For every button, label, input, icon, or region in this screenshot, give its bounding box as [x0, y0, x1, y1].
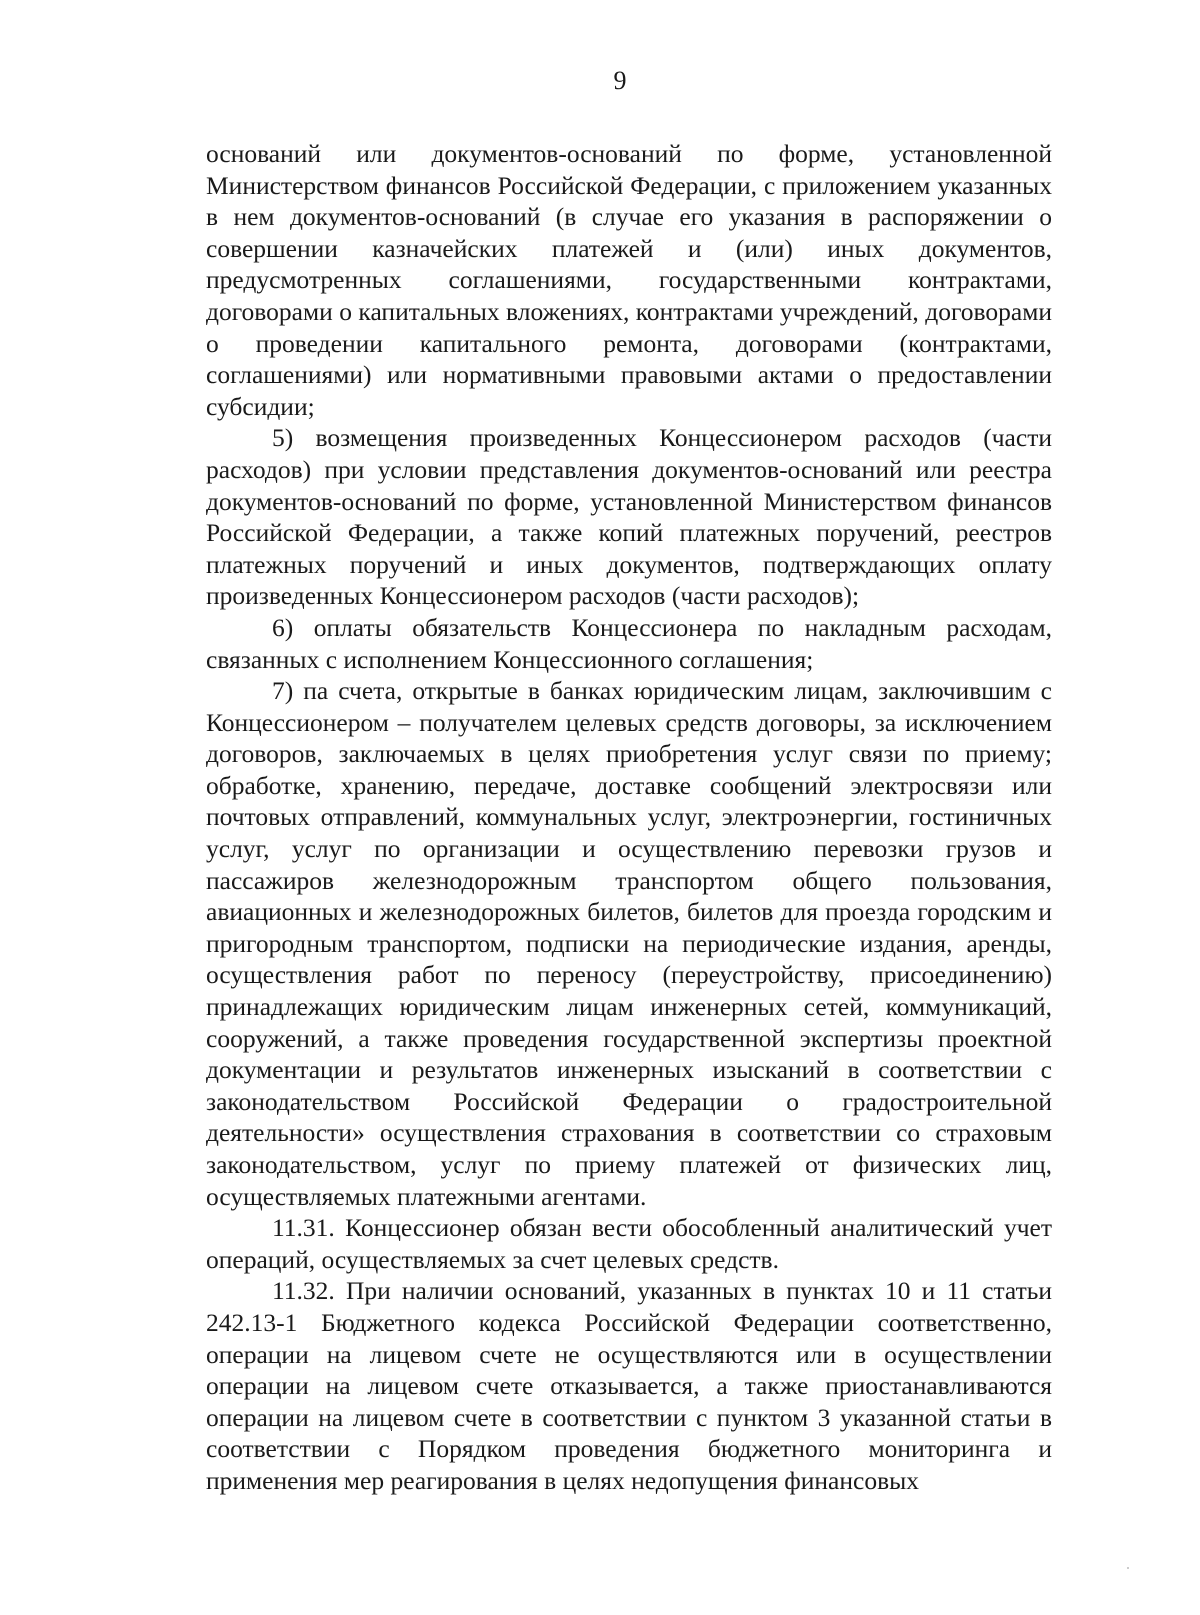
page-number: 9 [613, 66, 627, 95]
scan-artifact-dot [1127, 1567, 1129, 1569]
paragraph-clause-11-31: 11.31. Концессионер обязан вести обособленный аналитический учет операций, осуществляемых за счет целевых средств. [206, 1213, 1052, 1274]
paragraph-item-5: 5) возмещения произведенных Концессионером расходов (части расходов) при условии представления документов-оснований или реестра документов-оснований по форме, установленной Министерством финансов Российской Федерации, а также копий платежных поручений, реестров платежных поручений и иных документов, подтверждающих оплату произведенных Концессионером расходов (части расходов); [206, 423, 1052, 611]
paragraph-continuation: оснований или документов-оснований по форме, установленной Министерством финансов Российской Федерации, с приложением указанных в нем документов-оснований (в случае его указания в распоряжении о совершении казначейских платежей и (или) иных документов, предусмотренных соглашениями, государственными контрактами, договорами о капитальных вложениях, контрактами учреждений, договорами о проведении капитального ремонта, договорами (контрактами, соглашениями) или нормативными правовыми актами о предоставлении субсидии; [206, 139, 1052, 421]
document-body [206, 138, 1052, 1497]
paragraph-item-7: 7) па счета, открытые в банках юридическим лицам, заключившим с Концессионером – получателем целевых средств договоры, за исключением договоров, заключаемых в целях приобретения услуг связи по приему; обработке, хранению, передаче, доставке сообщений электросвязи или почтовых отправлений, коммунальных услуг, электроэнергии, гостиничных услуг, услуг по организации и осуществлению перевозки грузов и пассажиров железнодорожным транспортом общего пользования, авиационных и железнодорожных билетов, билетов для проезда городским и пригородным транспортом, подписки на периодические издания, аренды, осуществления работ по переносу (переустройству, присоединению) принадлежащих юридическим лицам инженерных сетей, коммуникаций, сооружений, а также проведения государственной экспертизы проектной документации и результатов инженерных изысканий в соответствии с законодательством Российской Федерации о градостроительной деятельности» осуществления страхования в соответствии со страховым законодательством, услуг по приему платежей от физических лиц, осуществляемых платежными агентами. [206, 676, 1052, 1211]
paragraph-item-6: 6) оплаты обязательств Концессионера по накладным расходам, связанных с исполнением Концессионного соглашения; [206, 612, 1052, 674]
paragraph-clause-11-32: 11.32. При наличии оснований, указанных в пунктах 10 и 11 статьи 242.13-1 Бюджетного кодекса Российской Федерации соответственно, операции на лицевом счете не осуществляются или в осуществлении операции на лицевом счете отказывается, а также приостанавливаются операции на лицевом счете в соответствии с пунктом 3 указанной статьи в соответствии с Порядком проведения бюджетного мониторинга и применения мер реагирования в целях недопущения финансовых [206, 1276, 1052, 1495]
